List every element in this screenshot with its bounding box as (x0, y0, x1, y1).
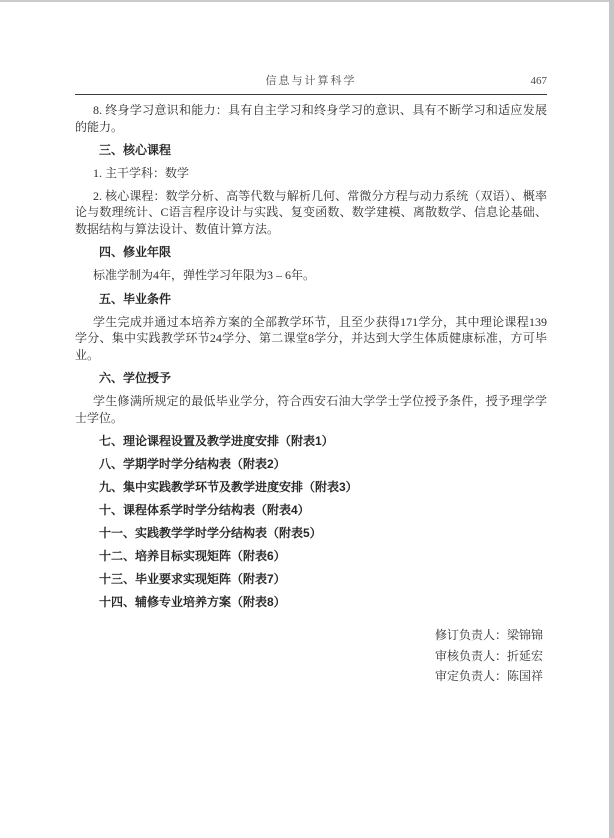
document-body (75, 102, 547, 610)
running-header-title: 信息与计算科学 (265, 75, 357, 87)
signature-review: 审核负责人：折延宏 (434, 648, 543, 663)
section-heading-appendix-6: 十二、培养目标实现矩阵（附表6） (99, 549, 286, 563)
section-heading-appendix-1: 七、理论课程设置及教学进度安排（附表1） (99, 434, 334, 448)
page-header (75, 74, 547, 95)
section-heading-degree: 六、学位授予 (99, 371, 172, 385)
section-heading-appendix-7: 十三、毕业要求实现矩阵（附表7） (99, 572, 286, 586)
section-heading-appendix-5: 十一、实践教学学时学分结构表（附表5） (99, 526, 322, 540)
paragraph-main-discipline: 1. 主干学科：数学 (93, 166, 190, 180)
section-heading-study-duration: 四、修业年限 (99, 245, 172, 259)
section-heading-appendix-3: 九、集中实践教学环节及教学进度安排（附表3） (99, 480, 358, 494)
paragraph-lifelong-learning: 8. 终身学习意识和能力：具有自主学习和终身学习的意识、具有不断学习和适应发展的能力。 (75, 103, 547, 134)
paragraph-study-duration: 标准学制为4年，弹性学习年限为3 – 6年。 (93, 268, 316, 282)
document-page (75, 0, 547, 687)
scan-edge-right (609, 0, 614, 838)
section-heading-appendix-4: 十、课程体系学时学分结构表（附表4） (99, 503, 310, 517)
paragraph-core-course-list: 2. 核心课程：数学分析、高等代数与解析几何、常微分方程与动力系统（双语）、概率论与数理统计、C语言程序设计与实践、复变函数、数学建模、离散数学、信息论基础、数据结构与算法设计、数值计算方法。 (75, 188, 547, 236)
paragraph-graduation-credits: 学生完成并通过本培养方案的全部教学环节，且至少获得171学分，其中理论课程139学分、集中实践教学环节24学分、第二课堂8学分，并达到大学生体质健康标准，方可毕业。 (75, 314, 547, 362)
section-heading-core-courses: 三、核心课程 (99, 143, 172, 157)
section-heading-appendix-2: 八、学期学时学分结构表（附表2） (99, 457, 286, 471)
paragraph-degree-conferral: 学生修满所规定的最低毕业学分，符合西安石油大学学士学位授予条件，授予理学学士学位。 (75, 394, 547, 425)
signature-revision: 修订负责人：梁锦锦 (434, 628, 543, 642)
signature-approval: 审定负责人：陈国祥 (434, 669, 543, 683)
section-heading-graduation: 五、毕业条件 (99, 291, 172, 306)
signature-block (75, 625, 547, 687)
section-heading-appendix-8: 十四、辅修专业培养方案（附表8） (99, 595, 286, 609)
page-number: 467 (530, 75, 547, 87)
